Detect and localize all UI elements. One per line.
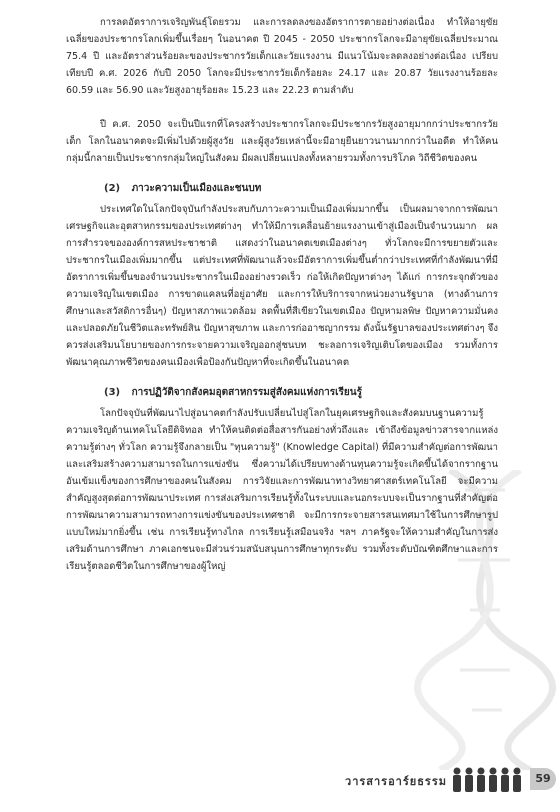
journal-title: วารสารอาร์ยธรรม [345, 775, 447, 788]
page-number: 59 [530, 768, 556, 790]
section-number: (2) [104, 183, 121, 194]
paragraph-learning-society: โลกปัจจุบันที่พัฒนาไปสู่อนาคตกำลังปรับเปลี่ยนไปสู่โลกในยุคเศรษฐกิจและสังคมบนฐานความรู้ ความเจริญด้านเทคโนโลยีดิจิทอล ทำให้คนติดต่อสื่อสารกันอย่างทั่วถึงและ เข้าถึงข้อมูลข่าวสารจากแหล่งความรู้ต่างๆ ทั่วโลก ความรู้จึงกลายเป็น "ทุนความรู้" (Knowledge Capital) ที่มีความสำคัญต่อการพัฒนาและเสริมสร้างความสามารถในการแข่งขัน ซึ่งความได้เปรียบทางด้านทุนความรู้จะเกิดขึ้นได้จากรากฐานอันเข้มแข็งของการศึกษาของคนในสังคม การวิจัยและการพัฒนาทางวิทยาศาสตร์เทคโนโลยี จะมีความสำคัญสูงสุดต่อการพัฒนาประเทศ การส่งเสริมการเรียนรู้ทั้งในระบบและนอกระบบจะเป็นรากฐานที่สำคัญต่อการพัฒนาความสามารถทางการแข่งขันของประเทศชาติ จะมีการกระจายสารสนเทศมาใช้ในการศึกษารูปแบบใหม่มากยิ่งขึ้น เช่น การเรียนรู้ทางไกล การเรียนรู้เสมือนจริง ฯลฯ ภาครัฐจะให้ความสำคัญในการส่งเสริมด้านการศึกษา ภาคเอกชนจะมีส่วนร่วมสนับสนุนการศึกษาทุกระดับ รวมทั้งระดับบัณฑิตศึกษาและการเรียนรู้ตลอดชีวิตในการศึกษาของผู้ใหญ่ [66, 408, 498, 572]
page-footer [0, 766, 560, 794]
paragraph-aging-society: ปี ค.ศ. 2050 จะเป็นปีแรกที่โครงสร้างประชากรโลกจะมีประชากรวัยสูงอายุมากกว่าประชากรวัยเด็ก โลกในอนาคตจะมีเพิ่มไปด้วยผู้สูงวัย และผู้สูงวัยเหล่านี้จะมีอายุยืนยาวนานมากกว่าในอดีต ทำให้คนกลุ่มนี้กลายเป็นประชากรกลุ่มใหญ่ในสังคม มีผลเปลี่ยนแปลงทั้งหลายรวมทั้งการบริโภค วิถีชีวิตของคน [66, 119, 498, 164]
people-silhouettes-icon [450, 766, 528, 794]
section-heading-learning-society [104, 385, 498, 401]
section-title: ภาวะความเป็นเมืองและชนบท [131, 183, 262, 194]
page-content [66, 14, 498, 575]
paragraph-life-expectancy: การลดอัตราการเจริญพันธุ์โดยรวม และการลดลงของอัตราการตายอย่างต่อเนื่อง ทำให้อายุขัยเฉลี่ยของประชากรโลกเพิ่มขึ้นเรื่อยๆ ในอนาคต ปี 2045 - 2050 ประชากรโลกจะมีอายุขัยเฉลี่ยประมาณ 75.4 ปี และอัตราส่วนร้อยละของประชากรวัยเด็กและวัยแรงงาน มีแนวโน้มจะลดลงอย่างต่อเนื่อง เปรียบเทียบปี ค.ศ. 2026 กับปี 2050 โลกจะมีประชากรวัยเด็กร้อยละ 24.17 และ 20.87 วัยแรงงานร้อยละ 60.59 และ 56.90 และวัยสูงอายุร้อยละ 15.23 และ 22.23 ตามลำดับ [66, 17, 498, 96]
section-number: (3) [104, 387, 121, 398]
section-title: การปฏิวัติจากสังคมอุตสาหกรรมสู่สังคมแห่งการเรียนรู้ [131, 387, 362, 398]
paragraph-urbanization: ประเทศใดในโลกปัจจุบันกำลังประสบกับภาวะความเป็นเมืองเพิ่มมากขึ้น เป็นผลมาจากการพัฒนาเศรษฐกิจและอุตสาหกรรมของประเทศต่างๆ ทำให้มีการเคลื่อนย้ายแรงงานเข้าสู่เมืองเป็นจำนวนมาก ผลการสำรวจขององค์การสหประชาชาติ แสดงว่าในอนาคตเขตเมืองต่างๆ ทั่วโลกจะมีการขยายตัวและประชากรในเมืองเพิ่มมากขึ้น แต่ประเทศที่พัฒนาแล้วจะมีอัตราการเพิ่มขึ้นต่ำกว่าประเทศที่กำลังพัฒนาที่มีอัตราการเพิ่มขึ้นของจำนวนประชากรในเมืองอย่างรวดเร็ว ก่อให้เกิดปัญหาต่างๆ ได้แก่ การกระจุกตัวของความเจริญในเขตเมือง การขาดแคลนที่อยู่อาศัย และการให้บริการจากหน่วยงานรัฐบาล (ทางด้านการศึกษาและสวัสดิการอื่นๆ) ปัญหาสภาพแวดล้อม ลดพื้นที่สีเขียวในเขตเมือง ปัญหามลพิษ ปัญหาความมั่นคงและปลอดภัยในชีวิตและทรัพย์สิน ปัญหาสุขภาพ และการก่ออาชญากรรม ดังนั้นรัฐบาลของประเทศต่างๆ จึงควรส่งเสริมนโยบายของการกระจายความเจริญออกสู่ชนบท ชะลอการเจริญเติบโตของเมือง รวมทั้งการพัฒนาคุณภาพชีวิตของคนเมืองเพื่อป้องกันปัญหาที่จะเกิดขึ้นในอนาคต [66, 204, 498, 368]
section-heading-urbanization [104, 181, 498, 197]
